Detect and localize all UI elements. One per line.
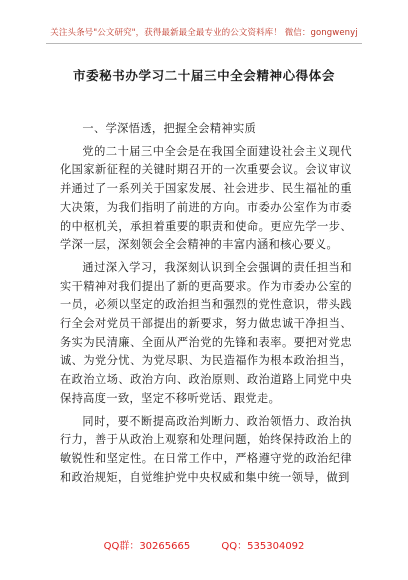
footer-qq-group: QQ群：30265665: [103, 541, 191, 552]
document-body: [60, 120, 352, 487]
document-title: 市委秘书办学习二十届三中全会精神心得体会: [72, 68, 335, 83]
paragraph-3: 同时，要不断提高政治判断力、政治领悟力、政治执行力，善于从政治上观察和处理问题，始终保持政治上的敏锐性和坚定性。在日常工作中，严格遵守党的政治纪律和政治规矩，自觉维护党中央权威和集中统一领导，做到: [60, 414, 352, 484]
paragraph-1: 党的二十届三中全会是在我国全面建设社会主义现代化国家新征程的关键时期召开的一次重要会议。会议审议并通过了一系列关于国家发展、社会进步、民生福祉的重大决策，为我们指明了前进的方向。市委办公室作为市委的中枢机关，承担着重要的职责和使命。更应先学一步、学深一层，深刻领会全会精神的丰富内涵和核心要义。: [60, 144, 352, 252]
footer-contact: [0, 537, 408, 552]
paragraph-2: 通过深入学习，我深刻认识到全会强调的责任担当和实干精神对我们提出了新的更高要求。作为市委办公室的一员，必须以坚定的政治担当和强烈的党性意识，带头践行全会对党员干部提出的新要求，努力做忠诚干净担当、务实为民清廉、全面从严治党的先锋和表率。要把对党忠诚、为党分忧、为党尽职、为民造福作为根本政治担当，在政治立场、政治方向、政治原则、政治道路上同党中央保持高度一致，坚定不移听党话、跟党走。: [60, 260, 352, 405]
header-notice: 关注头条号"公文研究"，获得最新最全最专业的公文资料库！ 微信：gongwenyj: [50, 28, 358, 38]
footer-qq: QQ：535304092: [221, 541, 305, 552]
header-divider: [46, 43, 362, 44]
section-heading: 一、学深悟透，把握全会精神实质: [82, 122, 257, 135]
